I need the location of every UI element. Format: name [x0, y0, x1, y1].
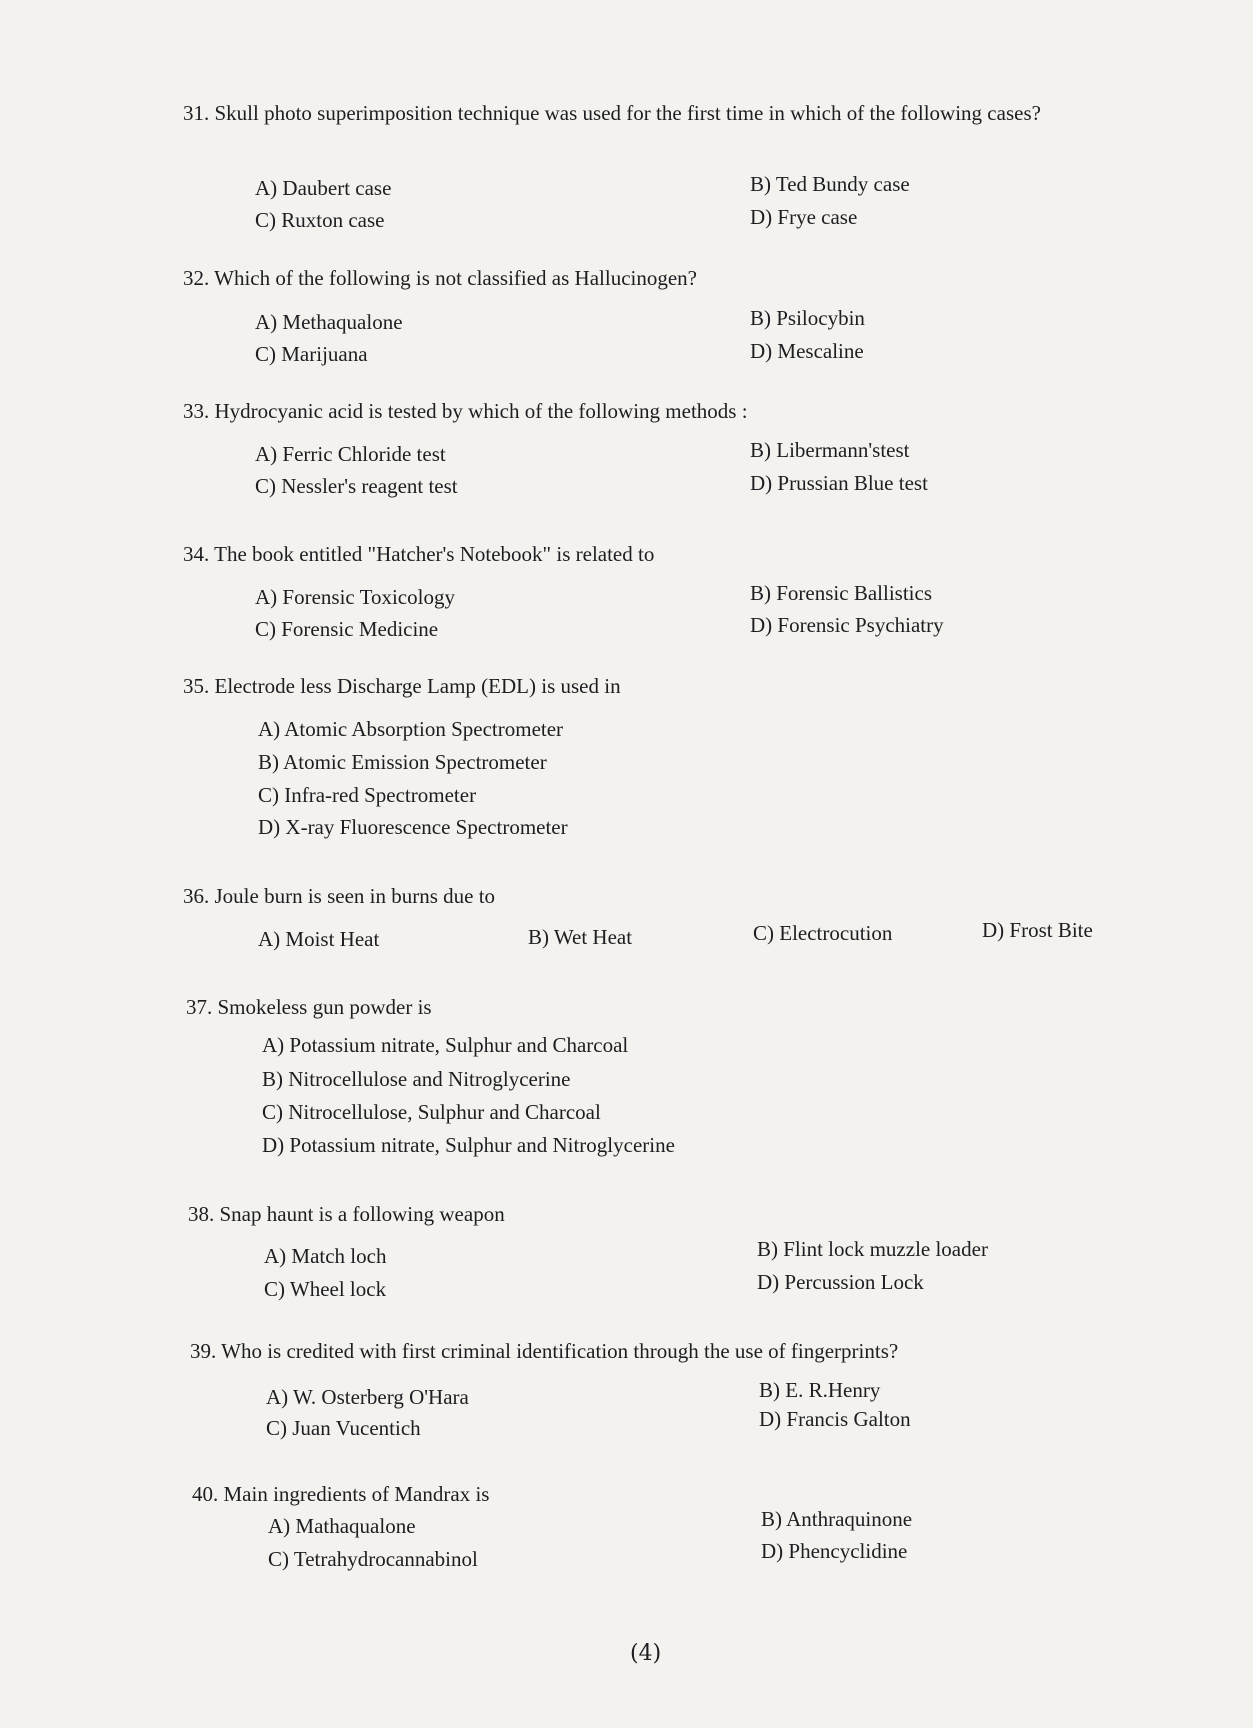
question-31-option-a: A) Daubert case — [255, 176, 392, 200]
question-39-option-b: B) E. R.Henry — [759, 1378, 881, 1402]
question-33-option-b: B) Libermann'stest — [750, 438, 910, 462]
question-32-option-a: A) Methaqualone — [255, 310, 403, 334]
question-37-option-b: B) Nitrocellulose and Nitroglycerine — [262, 1067, 571, 1091]
question-32-stem: 32. Which of the following is not classified as Hallucinogen? — [183, 266, 697, 290]
question-40-option-d: D) Phencyclidine — [761, 1539, 908, 1563]
question-33-option-d: D) Prussian Blue test — [750, 471, 928, 495]
question-31-option-b: B) Ted Bundy case — [750, 172, 910, 196]
question-33-option-a: A) Ferric Chloride test — [255, 442, 446, 466]
question-37-stem: 37. Smokeless gun powder is — [186, 995, 432, 1019]
question-34-option-d: D) Forensic Psychiatry — [750, 613, 944, 637]
question-34-option-c: C) Forensic Medicine — [255, 617, 439, 641]
question-39-stem: 39. Who is credited with first criminal identification through the use of fingerprints? — [190, 1339, 899, 1363]
question-40-option-a: A) Mathaqualone — [268, 1514, 416, 1538]
question-39-option-d: D) Francis Galton — [759, 1407, 911, 1431]
question-32-option-b: B) Psilocybin — [750, 306, 865, 330]
question-37-option-a: A) Potassium nitrate, Sulphur and Charcoal — [262, 1033, 629, 1057]
question-40-option-c: C) Tetrahydrocannabinol — [268, 1547, 478, 1571]
question-36-option-d: D) Frost Bite — [982, 918, 1093, 942]
question-38-option-b: B) Flint lock muzzle loader — [757, 1237, 988, 1261]
question-36-option-a: A) Moist Heat — [258, 927, 380, 951]
question-31-option-c: C) Ruxton case — [255, 208, 385, 232]
question-38-option-d: D) Percussion Lock — [757, 1270, 924, 1294]
question-38-option-c: C) Wheel lock — [264, 1277, 387, 1301]
question-31-stem: 31. Skull photo superimposition technique was used for the first time in which of the following cases? — [183, 101, 1041, 125]
question-34-option-b: B) Forensic Ballistics — [750, 581, 932, 605]
question-38-option-a: A) Match loch — [264, 1244, 387, 1268]
question-35-stem: 35. Electrode less Discharge Lamp (EDL) is used in — [183, 674, 621, 698]
question-32-option-c: C) Marijuana — [255, 342, 368, 366]
question-33-option-c: C) Nessler's reagent test — [255, 474, 458, 498]
question-35-option-c: C) Infra-red Spectrometer — [258, 783, 477, 807]
question-38-stem: 38. Snap haunt is a following weapon — [188, 1202, 505, 1226]
question-39-option-c: C) Juan Vucentich — [266, 1416, 421, 1440]
question-35-option-b: B) Atomic Emission Spectrometer — [258, 750, 547, 774]
page-number: (4) — [630, 1641, 662, 1666]
question-35-option-d: D) X-ray Fluorescence Spectrometer — [258, 815, 568, 839]
question-34-stem: 34. The book entitled "Hatcher's Notebook" is related to — [183, 542, 655, 566]
question-36-option-b: B) Wet Heat — [528, 925, 633, 949]
question-32-option-d: D) Mescaline — [750, 339, 864, 363]
question-36-option-c: C) Electrocution — [753, 921, 893, 945]
question-40-stem: 40. Main ingredients of Mandrax is — [192, 1482, 490, 1506]
question-35-option-a: A) Atomic Absorption Spectrometer — [258, 717, 564, 741]
question-39-option-a: A) W. Osterberg O'Hara — [266, 1385, 469, 1409]
question-37-option-c: C) Nitrocellulose, Sulphur and Charcoal — [262, 1100, 601, 1124]
question-40-option-b: B) Anthraquinone — [761, 1507, 913, 1531]
question-34-option-a: A) Forensic Toxicology — [255, 585, 455, 609]
question-37-option-d: D) Potassium nitrate, Sulphur and Nitroglycerine — [262, 1133, 675, 1157]
question-36-stem: 36. Joule burn is seen in burns due to — [183, 884, 496, 908]
question-33-stem: 33. Hydrocyanic acid is tested by which of the following methods : — [183, 399, 748, 423]
question-31-option-d: D) Frye case — [750, 205, 858, 229]
